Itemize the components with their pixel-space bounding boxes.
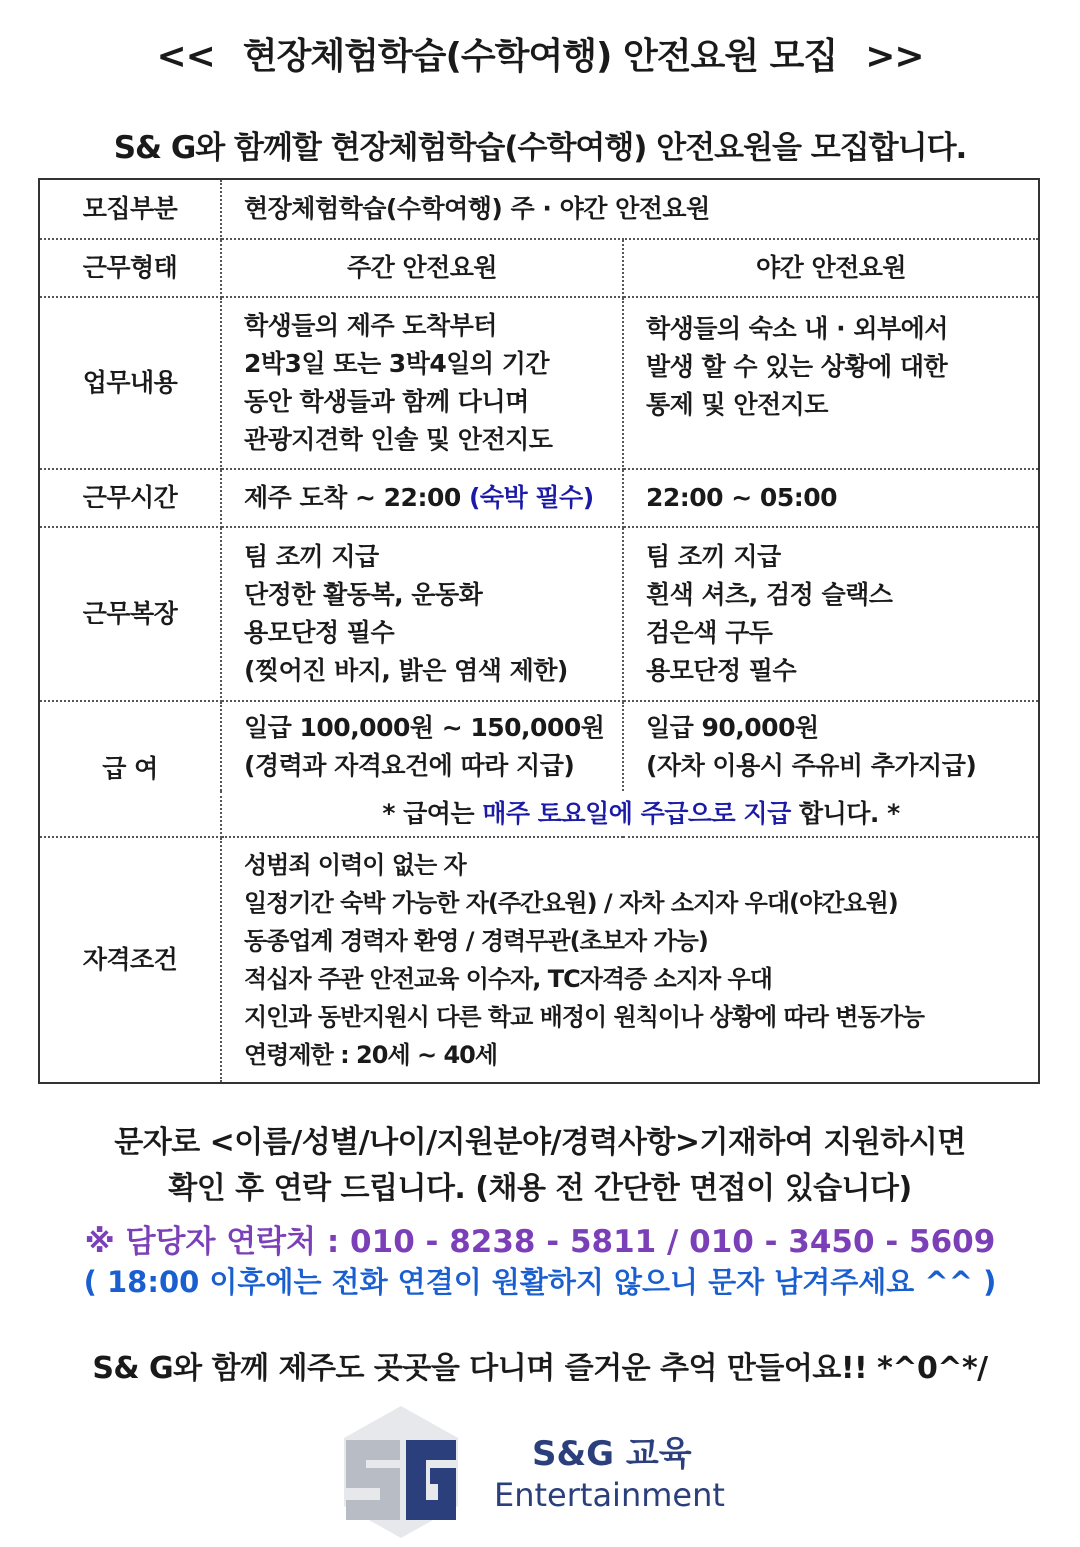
- qualification-item: 동종업계 경력자 환영 / 경력무관(초보자 가능): [244, 927, 708, 955]
- apply-line-1: 문자로 <이름/성별/나이/지원분야/경력사항>기재하여 지원하시면: [114, 1125, 966, 1160]
- duties-day-line: 2박3일 또는 3박4일의 기간: [244, 349, 550, 378]
- table-row-pay: [39, 701, 1039, 791]
- label-recruit: 모집부분: [39, 179, 221, 239]
- dress-night-line: 팀 조끼 지급: [646, 542, 781, 571]
- dress-day-line: 단정한 활동복, 운동화: [244, 580, 483, 609]
- qualification-item: 일정기간 숙박 가능한 자(주간요원) / 자차 소지자 우대(야간요원): [244, 889, 898, 917]
- pay-day: [221, 701, 623, 791]
- logo-name: S&G 교육: [532, 1434, 692, 1474]
- dress-night-line: 흰색 셔츠, 검정 슬랙스: [646, 580, 893, 609]
- closing-message: S& G와 함께 제주도 곳곳을 다니며 즐거운 추억 만들어요!! *^0^*/: [92, 1351, 988, 1386]
- dress-night: [623, 527, 1039, 701]
- contact-phones: ※ 담당자 연락처 : 010 - 8238 - 5811 / 010 - 3450 - 5609: [84, 1224, 996, 1260]
- table-row-duties: [39, 297, 1039, 469]
- hours-night: 22:00 ~ 05:00: [623, 469, 1039, 527]
- dress-night-line: 검은색 구두: [646, 618, 773, 647]
- hours-day-note: (숙박 필수): [468, 483, 594, 512]
- qualification-item: 성범죄 이력이 없는 자: [244, 851, 466, 879]
- label-pay: 급 여: [39, 701, 221, 837]
- work-type-day: 주간 안전요원: [221, 239, 623, 297]
- recruitment-table: [38, 178, 1040, 1084]
- pay-night-line: 일급 90,000원: [646, 712, 819, 742]
- label-qualifications: 자격조건: [39, 837, 221, 1083]
- value-recruit: 현장체험학습(수학여행) 주 · 야간 안전요원: [221, 179, 1039, 239]
- dress-night-line: 용모단정 필수: [646, 656, 797, 685]
- contact-block: [0, 1222, 1080, 1302]
- pay-day-line: 일급 100,000원 ~ 150,000원: [244, 712, 605, 742]
- pay-note-pre: * 급여는: [382, 798, 475, 828]
- work-type-night: 야간 안전요원: [623, 239, 1039, 297]
- duties-night-line: 통제 및 안전지도: [646, 390, 828, 419]
- contact-note: ( 18:00 이후에는 전화 연결이 원활하지 않으니 문자 남겨주세요 ^^ ): [83, 1265, 997, 1299]
- label-duties: 업무내용: [39, 297, 221, 469]
- pay-note: [221, 791, 1039, 837]
- qualification-item: 지인과 동반지원시 다른 학교 배정이 원칙이나 상황에 따라 변동가능: [244, 1003, 924, 1031]
- pay-night-line: (자차 이용시 주유비 추가지급): [646, 750, 977, 780]
- page-title: [0, 28, 1080, 79]
- apply-instructions: [0, 1120, 1080, 1212]
- dress-day-line: (찢어진 바지, 밝은 염색 제한): [244, 656, 568, 685]
- dress-day-line: 팀 조끼 지급: [244, 542, 379, 571]
- duties-night-line: 학생들의 숙소 내 · 외부에서: [646, 314, 948, 343]
- duties-day-line: 학생들의 제주 도착부터: [244, 311, 497, 340]
- dress-day: [221, 527, 623, 701]
- logo-subtitle: Entertainment: [494, 1476, 725, 1514]
- duties-day-line: 관광지견학 인솔 및 안전지도: [244, 425, 553, 454]
- label-work-type: 근무형태: [39, 239, 221, 297]
- table-row-work-type: [39, 239, 1039, 297]
- hours-day-text: 제주 도착 ~ 22:00: [244, 483, 461, 512]
- duties-day: [221, 297, 623, 469]
- duties-day-line: 동안 학생들과 함께 다니며: [244, 387, 529, 416]
- company-logo: [336, 1402, 756, 1542]
- pay-day-line: (경력과 자격요건에 따라 지급): [244, 750, 575, 780]
- qualification-item: 연령제한 : 20세 ~ 40세: [244, 1041, 498, 1069]
- qualification-item: 적십자 주관 안전교육 이수자, TC자격증 소지자 우대: [244, 965, 772, 993]
- dress-day-line: 용모단정 필수: [244, 618, 395, 647]
- label-dress: 근무복장: [39, 527, 221, 701]
- qualifications-list: [221, 837, 1039, 1083]
- table-row-hours: [39, 469, 1039, 527]
- page-subtitle: S& G와 함께할 현장체험학습(수학여행) 안전요원을 모집합니다.: [113, 130, 967, 166]
- table-row-recruit: [39, 179, 1039, 239]
- hours-day: [221, 469, 623, 527]
- title-text: 현장체험학습(수학여행) 안전요원 모집: [242, 36, 838, 77]
- duties-night: [623, 297, 1039, 469]
- table-row-qualifications: [39, 837, 1039, 1083]
- title-bracket-right: >>: [865, 36, 924, 77]
- pay-night: [623, 701, 1039, 791]
- apply-line-2: 확인 후 연락 드립니다. (채용 전 간단한 면접이 있습니다): [168, 1171, 912, 1206]
- pay-note-weekday: 매주 토요일에: [482, 798, 633, 828]
- sg-logo-icon: [336, 1402, 466, 1542]
- pay-note-weekly: 주급으로 지급: [640, 798, 791, 828]
- label-hours: 근무시간: [39, 469, 221, 527]
- table-row-dress: [39, 527, 1039, 701]
- pay-note-post: 합니다. *: [798, 798, 900, 828]
- title-bracket-left: <<: [156, 36, 215, 77]
- duties-night-line: 발생 할 수 있는 상황에 대한: [646, 352, 948, 381]
